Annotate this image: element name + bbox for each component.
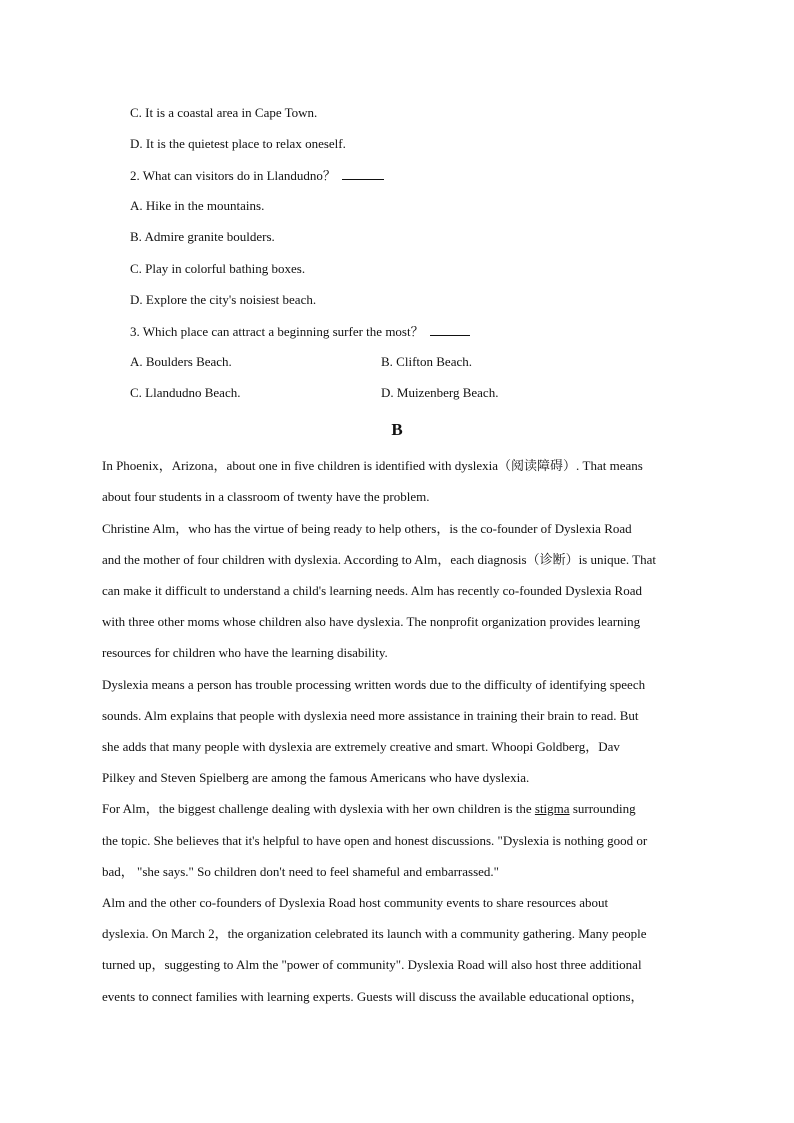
q2-option-d: D. Explore the city's noisiest beach.: [130, 292, 317, 307]
passage-line: resources for children who have the learning disability.: [102, 645, 388, 660]
q3-option-a: A. Boulders Beach.: [130, 354, 232, 369]
answer-blank[interactable]: [430, 323, 470, 336]
question-2: [130, 167, 384, 184]
answer-blank[interactable]: [342, 167, 384, 180]
question-2-stem: 2. What can visitors do in Llandudno？: [130, 168, 336, 183]
underlined-word: stigma: [534, 801, 570, 816]
q1-option-c: C. It is a coastal area in Cape Town.: [130, 105, 318, 120]
q2-option-b: B. Admire granite boulders.: [130, 229, 275, 244]
question-3-stem: 3. Which place can attract a beginning surfer the most？: [130, 324, 424, 339]
passage-line: with three other moms whose children also have dyslexia. The nonprofit organization provides learning: [102, 614, 641, 629]
passage-line: can make it difficult to understand a child's learning needs. Alm has recently co-founded Dyslexia Road: [102, 583, 643, 598]
q2-option-c: C. Play in colorful bathing boxes.: [130, 261, 306, 276]
passage-line: Dyslexia means a person has trouble processing written words due to the difficulty of identifying speech: [102, 677, 646, 692]
passage-line: Christine Alm，who has the virtue of being ready to help others，is the co-founder of Dyslexia Road: [102, 521, 632, 536]
passage-line: Alm and the other co-founders of Dyslexia Road host community events to share resources about: [102, 895, 609, 910]
passage-line: Pilkey and Steven Spielberg are among the famous Americans who have dyslexia.: [102, 770, 530, 785]
passage-line: about four students in a classroom of twenty have the problem.: [102, 489, 430, 504]
q1-option-d: D. It is the quietest place to relax oneself.: [130, 136, 346, 151]
passage-text: For Alm，the biggest challenge dealing with dyslexia with her own children is the: [102, 801, 535, 816]
question-3: [130, 323, 470, 340]
q2-option-a: A. Hike in the mountains.: [130, 198, 265, 213]
passage-text: surrounding: [569, 801, 636, 816]
passage-line: bad， "she says." So children don't need to feel shameful and embarrassed.": [102, 864, 499, 879]
passage-line: events to connect families with learning experts. Guests will discuss the available educational options，: [102, 989, 644, 1004]
passage-line: dyslexia. On March 2，the organization celebrated its launch with a community gathering. Many people: [102, 926, 647, 941]
section-title: B: [391, 420, 403, 439]
passage-line: turned up，suggesting to Alm the "power of community". Dyslexia Road will also host three additional: [102, 957, 642, 972]
q3-option-c: C. Llandudno Beach.: [130, 385, 241, 400]
q3-option-d: D. Muizenberg Beach.: [381, 385, 499, 400]
passage-line: and the mother of four children with dyslexia. According to Alm，each diagnosis（诊断）is unique. That: [102, 552, 656, 567]
q3-option-b: B. Clifton Beach.: [381, 354, 472, 369]
passage-line-stigma: [102, 801, 636, 817]
passage-line: she adds that many people with dyslexia are extremely creative and smart. Whoopi Goldberg，Dav: [102, 739, 620, 754]
passage-line: the topic. She believes that it's helpful to have open and honest discussions. "Dyslexia is nothing good or: [102, 833, 648, 848]
passage-line: sounds. Alm explains that people with dyslexia need more assistance in training their brain to read. But: [102, 708, 639, 723]
passage-line: In Phoenix，Arizona，about one in five children is identified with dyslexia（阅读障碍）. That means: [102, 458, 643, 473]
